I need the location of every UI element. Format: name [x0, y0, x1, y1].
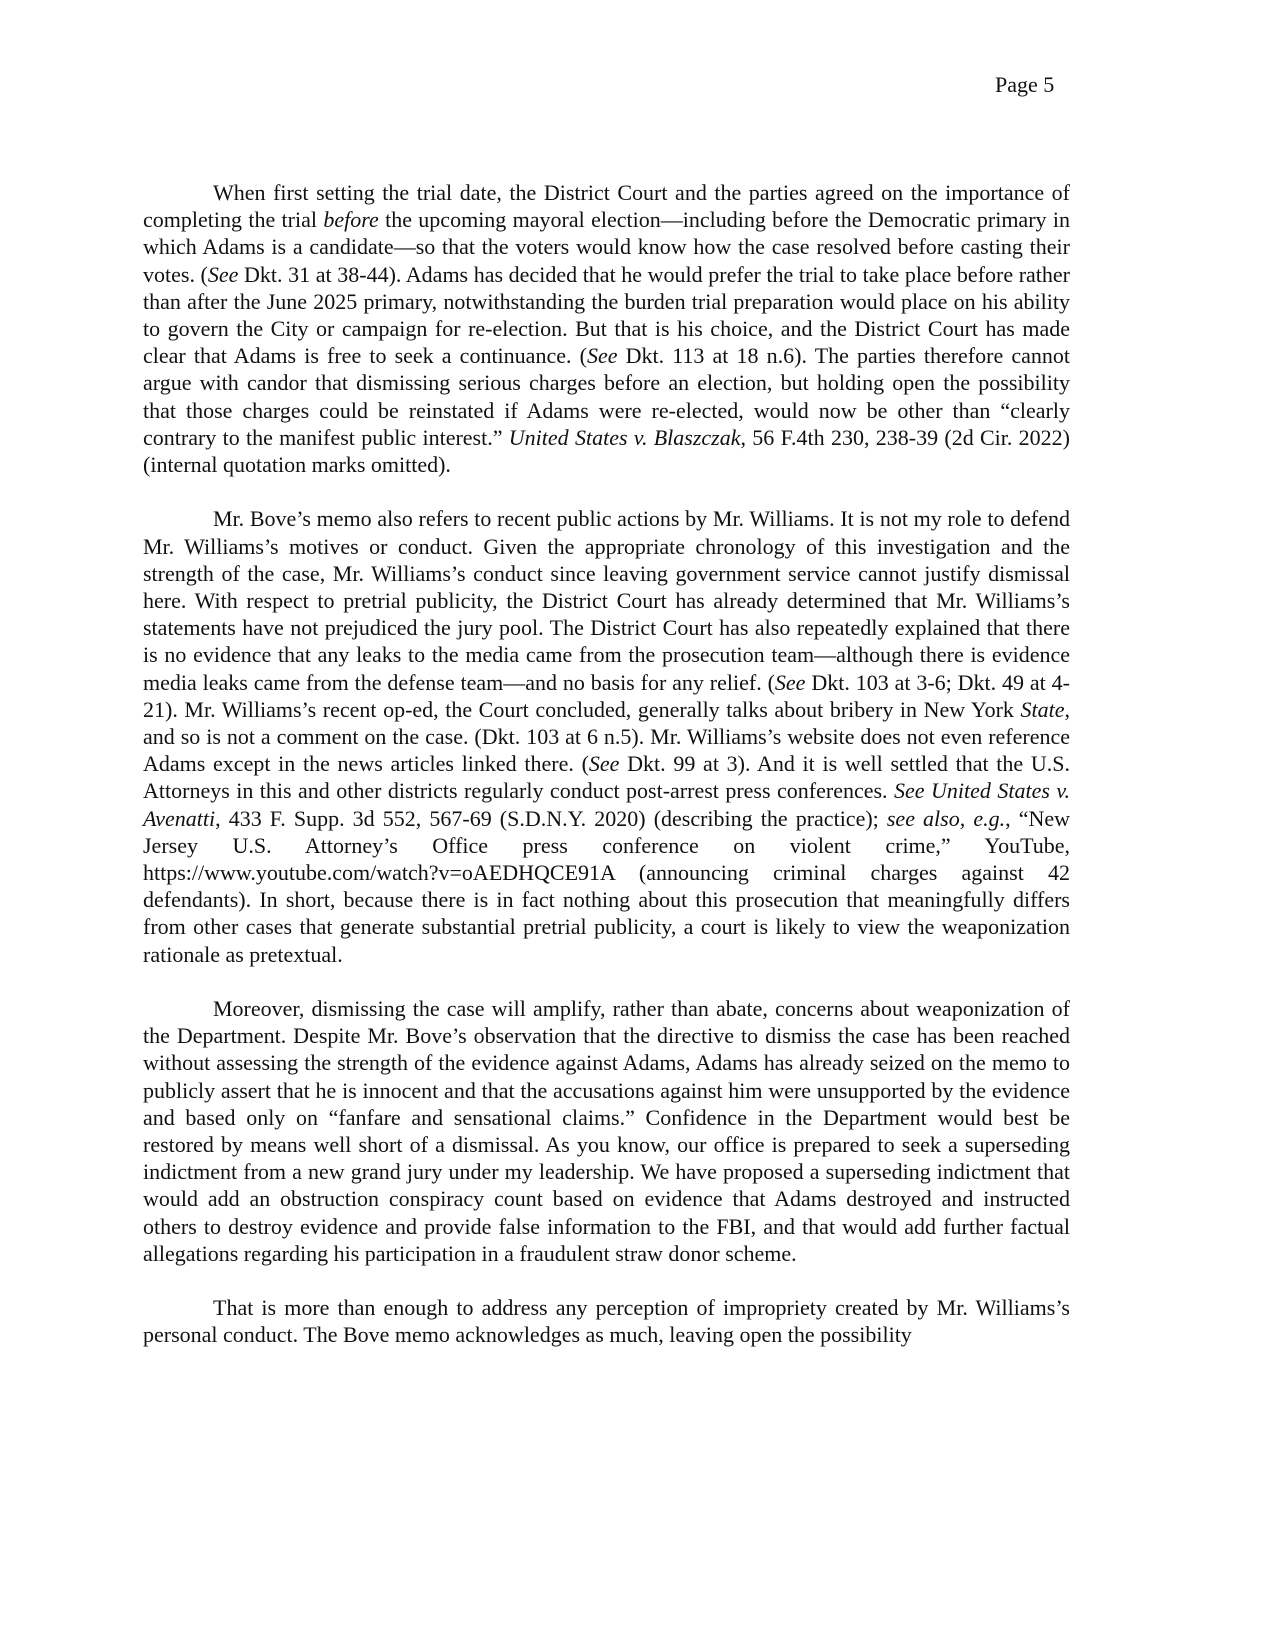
- text-run: Mr. Bove’s memo also refers to recent public actions by Mr. Williams. It is not my role to defend Mr. Williams’s motives or conduct. Given the appropriate chronology of this investigation and the strength of the case, Mr. Williams’s conduct since leaving government service cannot justify dismissal here. With respect to pretrial publicity, the District Court has already determined that Mr. Williams’s statements have not prejudiced the jury pool. The District Court has also repeatedly explained that there is no evidence that any leaks to the media came from the prosecution team—although there is evidence media leaks came from the defense team—and no basis for any relief. (: [143, 506, 1070, 695]
- text-run: Dkt. 99 at 3). And it is well settled that the U.S. Attorneys in this and other districts regularly conduct post-arrest press conferences.: [143, 751, 1070, 804]
- text-run: Dkt. 103 at 3-6; Dkt. 49 at 4-21). Mr. Williams’s recent op-ed, the Court concluded, generally talks about bribery in New York: [143, 669, 1070, 722]
- paragraph: [143, 1294, 1070, 1348]
- text-run: , “New Jersey U.S. Attorney’s Office press conference on violent crime,” YouTube, https://www.youtube.com/watch?v=oAEDHQCE91A (announcing criminal charges against 42 defendants). In short, because there is in fact nothing about this prosecution that meaningfully differs from other cases that generate substantial pretrial publicity, a court is likely to view the weaponization rationale as pretextual.: [143, 805, 1070, 967]
- text-run: When first setting the trial date, the District Court and the parties agreed on the importance of completing the trial: [143, 180, 1070, 233]
- text-run: , 433 F. Supp. 3d 552, 567-69 (S.D.N.Y. 2020) (describing the practice);: [215, 805, 887, 831]
- text-run: Moreover, dismissing the case will amplify, rather than abate, concerns about weaponization of the Department. Despite Mr. Bove’s observation that the directive to dismiss the case has been reached without assessing the strength of the evidence against Adams, Adams has already seized on the memo to publicly assert that he is innocent and that the accusations against him were unsupported by the evidence and based only on “fanfare and sensational claims.” Confidence in the Department would best be restored by means well short of a dismissal. As you know, our office is prepared to seek a superseding indictment from a new grand jury under my leadership. We have proposed a superseding indictment that would add an obstruction conspiracy count based on evidence that Adams destroyed and instructed others to destroy evidence and provide false information to the FBI, and that would add further factual allegations regarding his participation in a fraudulent straw donor scheme.: [143, 996, 1070, 1266]
- text-run: , and so is not a comment on the case. (Dkt. 103 at 6 n.5). Mr. Williams’s website does not even reference Adams except in the news articles linked there. (: [143, 696, 1070, 777]
- text-run: , 56 F.4th 230, 238-39 (2d Cir. 2022) (internal quotation marks omitted).: [143, 424, 1070, 478]
- text-run: Dkt. 31 at 38-44). Adams has decided that he would prefer the trial to take place before rather than after the June 2025 primary, notwithstanding the burden trial preparation would place on his ability to govern the City or campaign for re-election. But that is his choice, and the District Court has made clear that Adams is free to seek a continuance. (: [143, 261, 1071, 369]
- paragraph: [143, 179, 1070, 478]
- text-run: That is more than enough to address any perception of impropriety created by Mr. Williams’s personal conduct. The Bove memo acknowledges as much, leaving open the possibility: [143, 1295, 1070, 1348]
- paragraph: [143, 995, 1070, 1267]
- italic-text: See: [207, 261, 239, 287]
- italic-text: see also, e.g.: [886, 805, 1006, 831]
- text-run: Dkt. 113 at 18 n.6). The parties therefore cannot argue with candor that dismissing serious charges before an election, but holding open the possibility that those charges could be reinstated if Adams were re-elected, would now be other than “clearly contrary to the manifest public interest.”: [143, 343, 1070, 450]
- text-run: the upcoming mayoral election—including before the Democratic primary in which Adams is a candidate—so that the voters would know how the case resolved before casting their votes. (: [143, 207, 1070, 287]
- paragraph: [143, 505, 1070, 967]
- italic-text: See: [588, 751, 620, 777]
- italic-text: See United States v. Avenatti: [143, 778, 1071, 831]
- page-number: Page 5: [995, 72, 1055, 97]
- italic-text: See: [774, 669, 806, 695]
- italic-text: before: [323, 207, 379, 233]
- document-body: [143, 179, 1070, 1376]
- italic-text: United States v. Blaszczak: [508, 424, 741, 450]
- italic-text: State: [1020, 696, 1065, 722]
- italic-text: See: [586, 343, 618, 369]
